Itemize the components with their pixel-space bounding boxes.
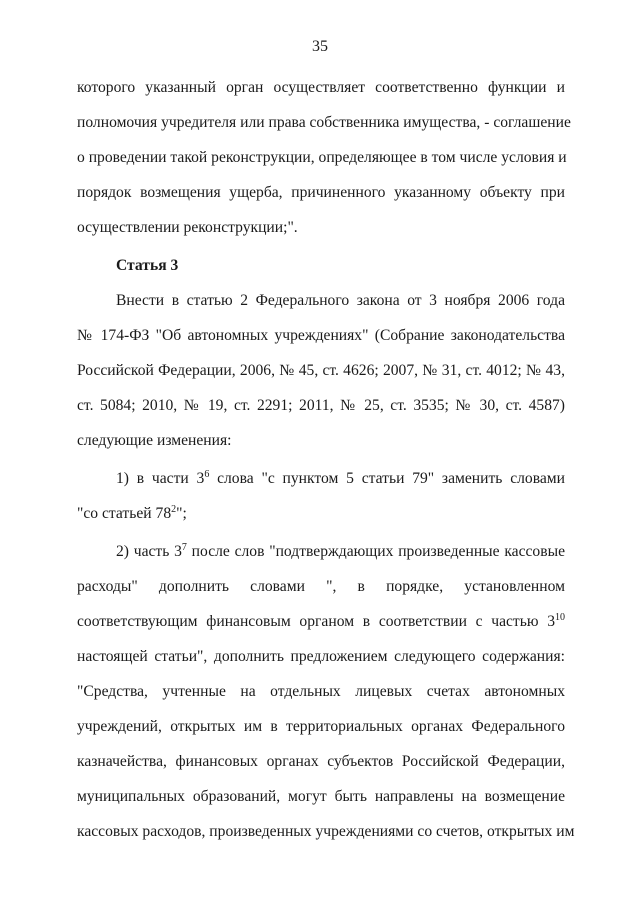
text-line: "Средства, учтенные на отдельных лицевых счетах автономных xyxy=(77,683,565,700)
list-item-1 xyxy=(77,461,565,531)
text-fragment: слова "с пунктом 5 статьи 79" заменить словами xyxy=(209,470,565,487)
paragraph-article-intro xyxy=(77,283,565,458)
text-line: учреждений, открытых им в территориальных органах Федерального xyxy=(77,718,565,735)
text-fragment: "со статьей 78 xyxy=(77,505,172,522)
text-line: казначейства, финансовых органах субъектов Российской Федерации, xyxy=(77,753,565,770)
text-line: следующие изменения: xyxy=(77,432,232,449)
text-fragment: 1) в части 3 xyxy=(116,470,205,487)
paragraph-continuation xyxy=(77,70,571,245)
text-line xyxy=(77,496,565,531)
superscript: 10 xyxy=(555,612,565,623)
text-line: осуществлении реконструкции;". xyxy=(77,219,298,236)
text-line: расходы" дополнить словами ", в порядке, установленном xyxy=(77,578,565,595)
text-fragment: "; xyxy=(176,505,187,522)
text-line: кассовых расходов, произведенных учреждениями со счетов, открытых им xyxy=(77,823,575,840)
text-line: № 174-ФЗ "Об автономных учреждениях" (Собрание законодательства xyxy=(77,327,565,344)
page-number: 35 xyxy=(312,38,328,55)
superscript: 6 xyxy=(204,469,210,480)
text-line: ст. 5084; 2010, № 19, ст. 2291; 2011, № 25, ст. 3535; № 30, ст. 4587) xyxy=(77,397,565,414)
superscript: 7 xyxy=(181,542,187,553)
text-line: порядок возмещения ущерба, причиненного указанному объекту при xyxy=(77,184,565,201)
text-line: которого указанный орган осуществляет соответственно функции и xyxy=(77,79,565,96)
text-line: Внести в статью 2 Федерального закона от 3 ноября 2006 года xyxy=(116,292,565,309)
text-line: полномочия учредителя или права собственника имущества, - соглашение xyxy=(77,114,571,131)
text-line: настоящей статьи", дополнить предложением следующего содержания: xyxy=(77,648,565,665)
text-fragment: 2) часть 3 xyxy=(116,543,182,560)
text-fragment: соответствующим финансовым органом в соответствии с частью 3 xyxy=(77,613,555,630)
article-heading: Статья 3 xyxy=(116,257,179,274)
text-line xyxy=(77,604,565,639)
document-body xyxy=(77,70,575,849)
text-line: о проведении такой реконструкции, определяющее в том числе условия и xyxy=(77,149,567,166)
text-line xyxy=(77,461,565,496)
text-line xyxy=(77,534,565,569)
text-line: муниципальных образований, могут быть направлены на возмещение xyxy=(77,788,565,805)
superscript: 2 xyxy=(171,504,177,515)
text-fragment: после слов "подтверждающих произведенные кассовые xyxy=(186,543,565,560)
text-line: Российской Федерации, 2006, № 45, ст. 4626; 2007, № 31, ст. 4012; № 43, xyxy=(77,362,565,379)
list-item-2 xyxy=(77,534,575,849)
